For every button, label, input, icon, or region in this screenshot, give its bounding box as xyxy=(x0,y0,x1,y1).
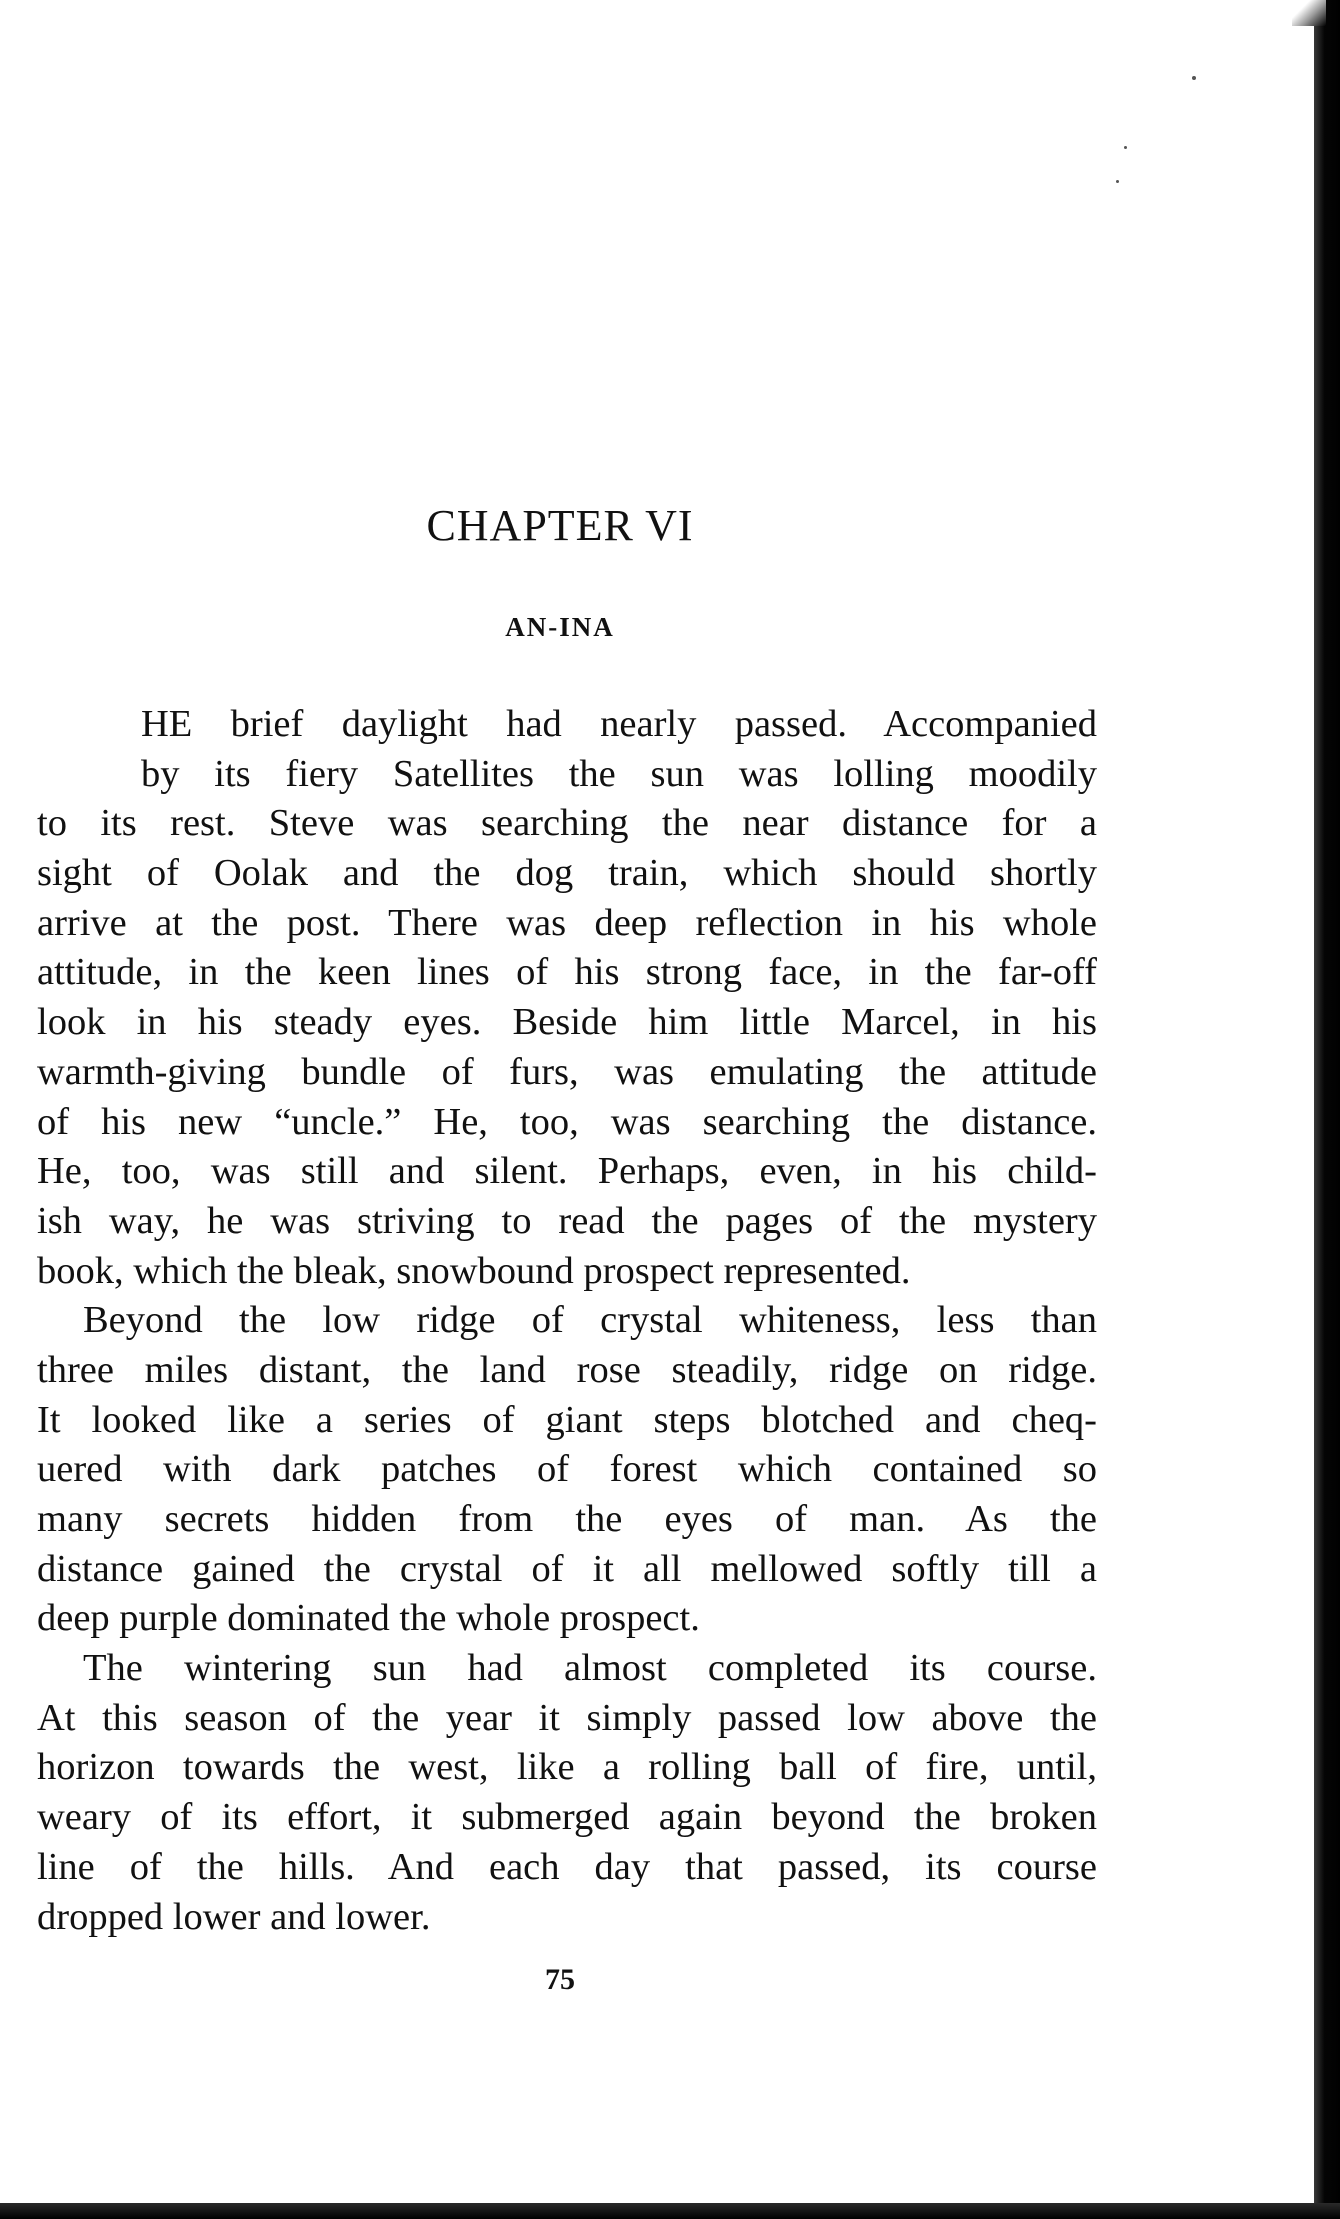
text-line: sight of Oolak and the dog train, which should shortly xyxy=(37,852,1097,895)
text-line: three miles distant, the land rose steadily, ridge on ridge. xyxy=(37,1348,1097,1391)
text-line xyxy=(37,700,1097,750)
text-line: arrive at the post. There was deep reflection in his whole xyxy=(37,901,1097,944)
text-line: Beyond the low ridge of crystal whiteness, less than xyxy=(83,1299,1097,1342)
paragraph xyxy=(37,700,1097,1296)
text-line: line of the hills. And each day that passed, its course xyxy=(37,1845,1097,1888)
scan-edge-right xyxy=(1314,0,1340,2219)
paragraph xyxy=(37,1296,1097,1644)
text-line: deep purple dominated the whole prospect. xyxy=(37,1597,700,1640)
text-line: many secrets hidden from the eyes of man. As the xyxy=(37,1498,1097,1540)
text-line: weary of its effort, it submerged again beyond the broken xyxy=(37,1796,1097,1839)
line-text: HE brief daylight had nearly passed. Accompanied xyxy=(141,703,1097,745)
page-corner-fold xyxy=(1292,0,1326,26)
text-line: of his new “uncle.” He, too, was searching the distance. xyxy=(37,1100,1097,1143)
text-line: book, which the bleak, snowbound prospect represented. xyxy=(37,1249,911,1292)
text-line: horizon towards the west, like a rolling ball of fire, until, xyxy=(37,1746,1097,1789)
chapter-subtitle: AN-INA xyxy=(505,612,615,642)
text-line: At this season of the year it simply passed low above the xyxy=(37,1696,1097,1739)
text-line: The wintering sun had almost completed its course. xyxy=(83,1647,1097,1690)
text-line: look in his steady eyes. Beside him little Marcel, in his xyxy=(37,1001,1097,1044)
scan-edge-bottom xyxy=(0,2203,1340,2219)
scan-speck xyxy=(1192,76,1196,80)
text-line: ish way, he was striving to read the pages of the mystery xyxy=(37,1199,1097,1242)
text-line: He, too, was still and silent. Perhaps, even, in his child- xyxy=(37,1150,1097,1193)
text-line: dropped lower and lower. xyxy=(37,1895,431,1938)
text-line: distance gained the crystal of it all mellowed softly till a xyxy=(37,1547,1097,1590)
paragraph xyxy=(37,1644,1097,1942)
text-line: warmth-giving bundle of furs, was emulating the attitude xyxy=(37,1050,1097,1093)
text-line: to its rest. Steve was searching the near distance for a xyxy=(37,802,1097,845)
text-line: by its fiery Satellites the sun was lolling moodily xyxy=(141,752,1097,795)
page-number: 75 xyxy=(545,1963,575,1996)
text-line: uered with dark patches of forest which contained so xyxy=(37,1448,1097,1491)
text-line: It looked like a series of giant steps blotched and cheq- xyxy=(37,1398,1097,1441)
text-line: attitude, in the keen lines of his strong face, in the far-off xyxy=(37,951,1097,994)
chapter-body xyxy=(37,700,1097,1942)
chapter-title: CHAPTER VI xyxy=(426,501,694,550)
scan-speck xyxy=(1124,146,1127,149)
scan-speck xyxy=(1116,180,1119,183)
